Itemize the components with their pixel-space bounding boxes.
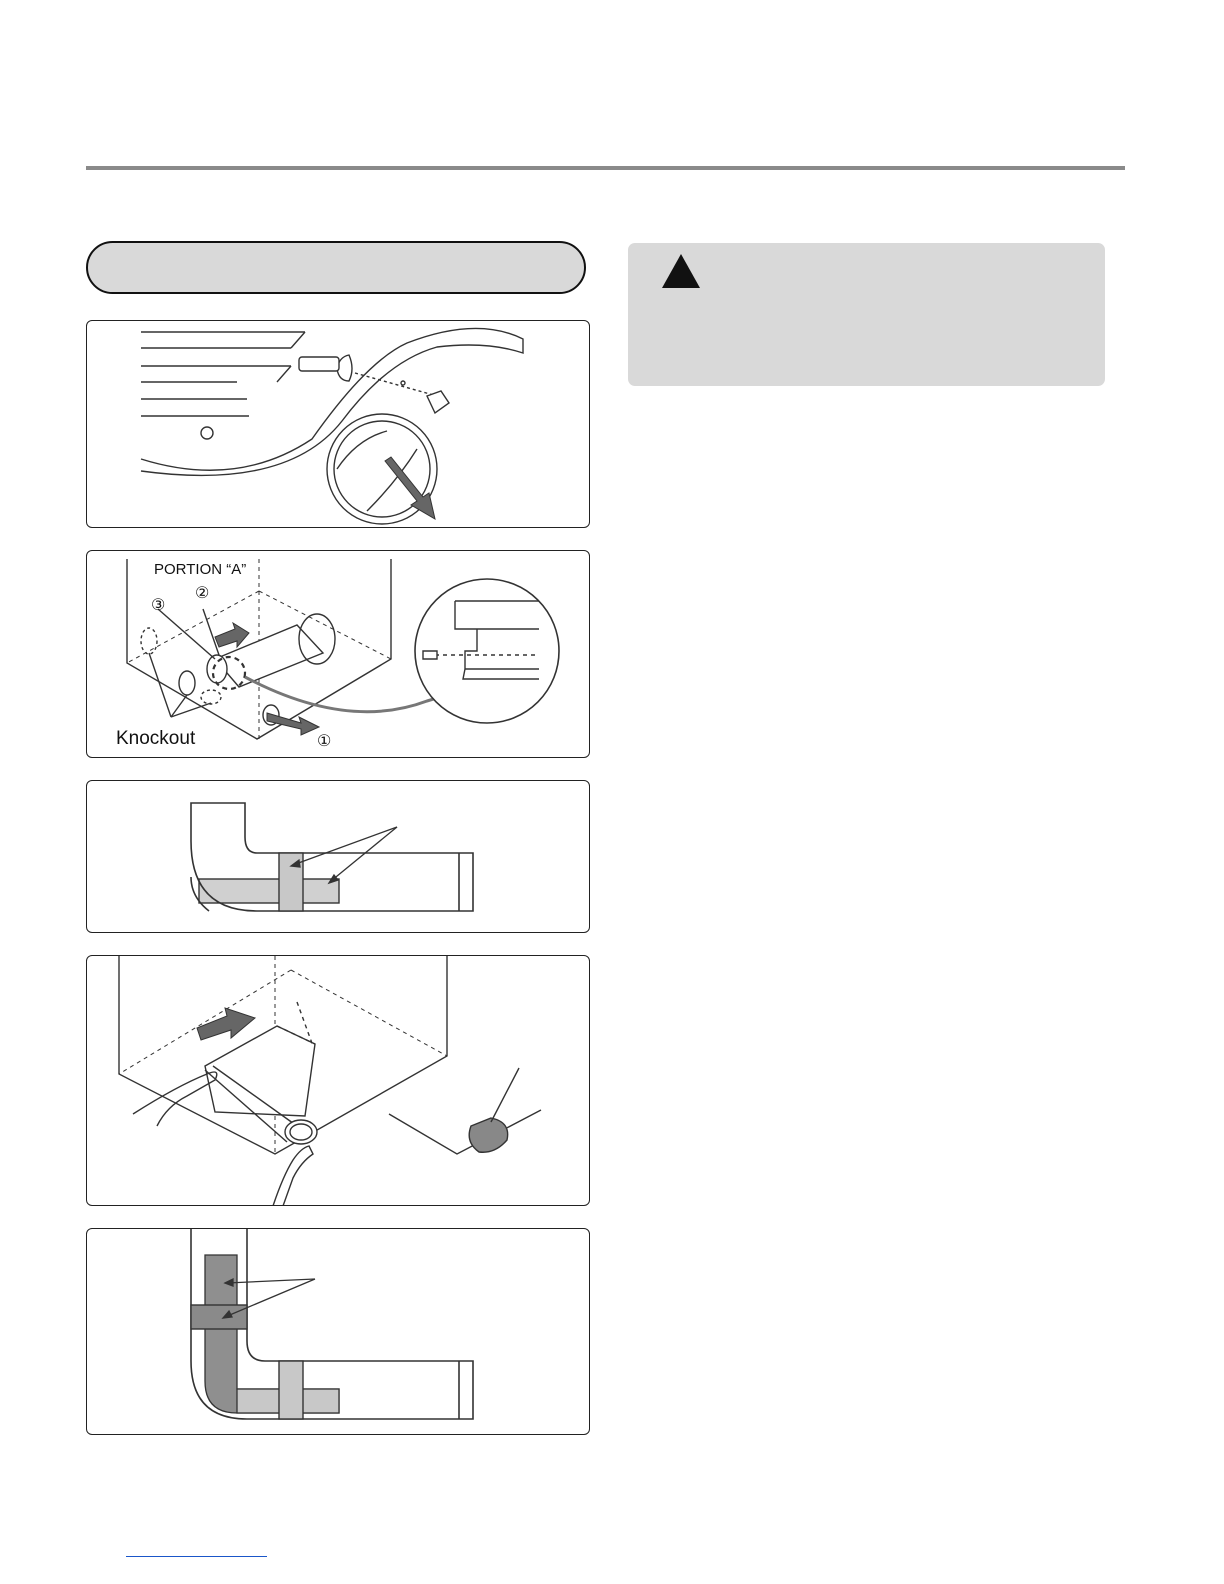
warning-triangle-icon [661,253,701,289]
footer-link-underline[interactable] [126,1556,267,1557]
header-rule [86,166,1125,170]
figure-portion-a-knockout [86,550,590,758]
figure-duct-installation [86,955,590,1206]
portion-a-label: PORTION “A” [154,561,247,578]
portion-a-illustration [87,551,590,758]
section-heading-pill [86,241,586,294]
step-1-marker: ① [317,733,332,750]
duct-connector-illustration [87,321,590,528]
knockout-label: Knockout [116,728,196,749]
duct-installation-illustration [87,956,590,1206]
figure-exhaust-duct-connector [86,320,590,528]
figure-vertical-duct-tape [86,1228,590,1435]
elbow-tape-illustration [87,781,590,933]
warning-box [628,243,1105,386]
step-3-marker: ③ [151,597,166,614]
step-2-marker: ② [195,585,210,602]
figure-elbow-tape [86,780,590,933]
vertical-duct-tape-illustration [87,1229,590,1435]
